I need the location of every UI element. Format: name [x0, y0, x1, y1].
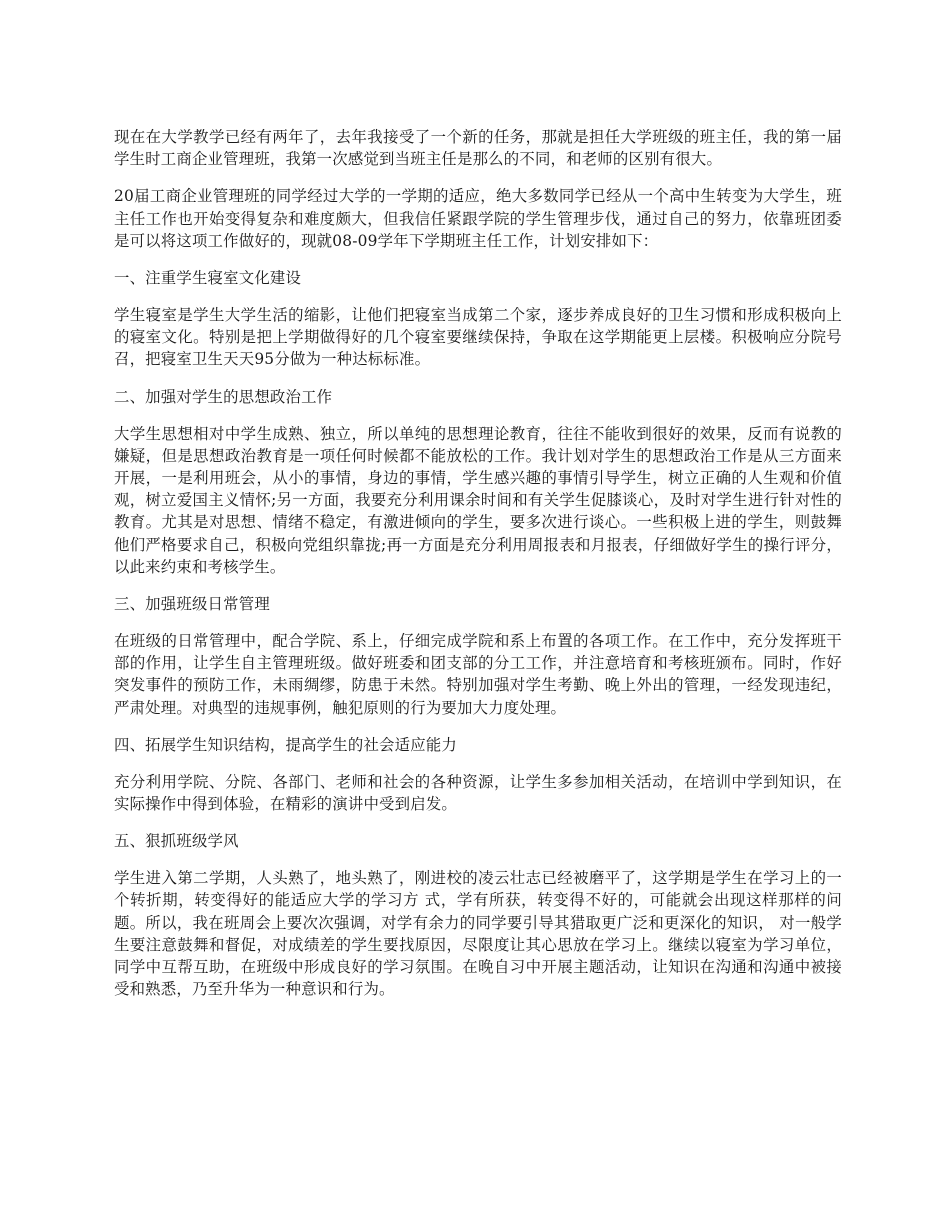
intro-paragraph: 现在在大学教学已经有两年了，去年我接受了一个新的任务，那就是担任大学班级的班主任，我的第一届学生时工商企业管理班，我第一次感觉到当班主任是那么的不同，和老师的区别有很大。 — [114, 128, 842, 169]
section-heading-study-style: 五、狠抓班级学风 — [114, 832, 239, 851]
context-paragraph: 20届工商企业管理班的同学经过大学的一学期的适应，绝大多数同学已经从一个高中生转变为大学生，班主任工作也开始变得复杂和难度颇大，但我信任紧跟学院的学生管理步伐，通过自己的努力，依靠班团委是可以将这项工作做好的，现就08-09学年下学期班主任工作，计划安排如下： — [114, 187, 842, 250]
ideology-paragraph: 大学生思想相对中学生成熟、独立，所以单纯的思想理论教育，往往不能收到很好的效果，反而有说教的嫌疑，但是思想政治教育是一项任何时候都不能放松的工作。我计划对学生的思想政治工作是从三方面来开展，一是利用班会，从小的事情，身边的事情，学生感兴趣的事情引导学生，树立正确的人生观和价值观，树立爱国主义情怀;另一方面，我要充分利用课余时间和有关学生促膝谈心，及时对学生进行针对性的教育。尤其是对思想、情绪不稳定，有激进倾向的学生，要多次进行谈心。一些积极上进的学生，则鼓舞他们严格要求自己，积极向党组织靠拢;再一方面是充分利用周报表和月报表，仔细做好学生的操行评分，以此来约束和考核学生。 — [114, 424, 842, 576]
section-heading-dormitory: 一、注重学生寝室文化建设 — [114, 269, 302, 288]
dormitory-paragraph: 学生寝室是学生大学生活的缩影，让他们把寝室当成第二个家，逐步养成良好的卫生习惯和形成积极向上的寝室文化。特别是把上学期做得好的几个寝室要继续保持，争取在这学期能更上层楼。积极响应分院号召，把寝室卫生天天95分做为一种达标标准。 — [114, 306, 842, 369]
section-heading-ideology: 二、加强对学生的思想政治工作 — [114, 387, 333, 406]
section-heading-knowledge: 四、拓展学生知识结构，提高学生的社会适应能力 — [114, 735, 457, 754]
knowledge-paragraph: 充分利用学院、分院、各部门、老师和社会的各种资源，让学生多参加相关活动，在培训中学到知识，在实际操作中得到体验，在精彩的演讲中受到启发。 — [114, 772, 842, 814]
document-body — [114, 126, 842, 1015]
daily-management-paragraph: 在班级的日常管理中，配合学院、系上，仔细完成学院和系上布置的各项工作。在工作中，充分发挥班干部的作用，让学生自主管理班级。做好班委和团支部的分工工作，并注意培育和考核班颁布。同时，作好突发事件的预防工作，未雨绸缪，防患于未然。特别加强对学生考勤、晚上外出的管理，一经发现违纪，严肃处理。对典型的违规事例，触犯原则的行为要加大力度处理。 — [114, 632, 842, 717]
section-heading-daily-management: 三、加强班级日常管理 — [114, 595, 270, 614]
study-style-paragraph: 学生进入第二学期，人头熟了，地头熟了，刚进校的凌云壮志已经被磨平了，这学期是学生在学习上的一个转折期，转变得好的能适应大学的学习方 式，学有所获，转变得不好的，可能就会出现这样那样的问题。所以，我在班周会上要次次强调，对学有余力的同学要引导其猎取更广泛和更深化的知识， 对一般学生要注意鼓舞和督促，对成绩差的学生要找原因，尽限度让其心思放在学习上。继续以寝室为学习单位，同学中互帮互助，在班级中形成良好的学习氛围。在晚自习中开展主题活动，让知识在沟通和沟通中被接受和熟悉，乃至升华为一种意识和行为。 — [114, 869, 842, 999]
